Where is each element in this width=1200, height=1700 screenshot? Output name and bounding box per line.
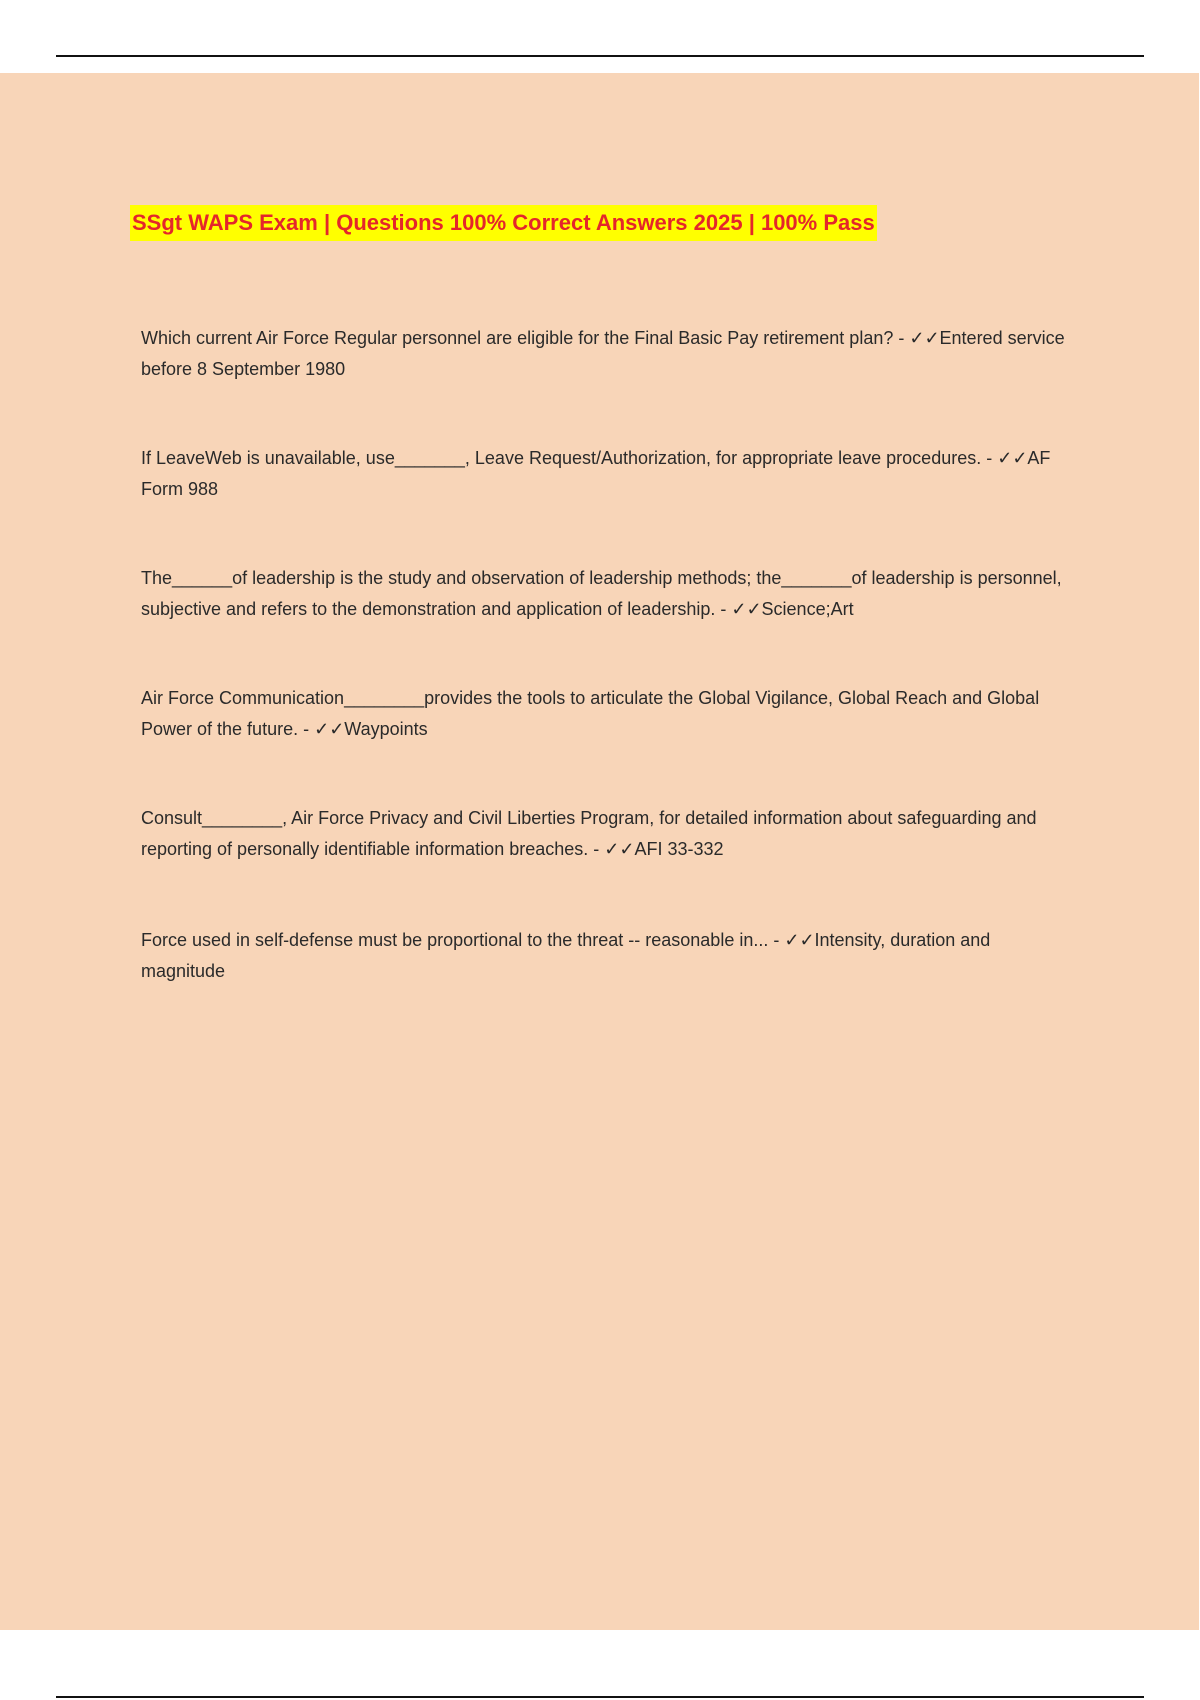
top-rule bbox=[56, 55, 1144, 57]
qa-item bbox=[141, 925, 1071, 987]
question-text: Air Force Communication________provides the tools to articulate the Global Vigilance, Global Reach and Global Power of the future. - bbox=[141, 688, 1040, 739]
qa-item bbox=[141, 563, 1071, 625]
question-text: Which current Air Force Regular personnel are eligible for the Final Basic Pay retirement plan? - bbox=[141, 328, 905, 348]
question-text: If LeaveWeb is unavailable, use_______, Leave Request/Authorization, for appropriate leave procedures. - bbox=[141, 448, 993, 468]
qa-item bbox=[141, 803, 1071, 865]
page-title: SSgt WAPS Exam | Questions 100% Correct Answers 2025 | 100% Pass bbox=[130, 205, 877, 241]
question-text: Consult________, Air Force Privacy and Civil Liberties Program, for detailed information about safeguarding and reporting of personally identifiable information breaches. - bbox=[141, 808, 1037, 859]
qa-item bbox=[141, 323, 1071, 385]
qa-item bbox=[141, 443, 1071, 505]
question-text: Force used in self-defense must be proportional to the threat -- reasonable in... - bbox=[141, 930, 780, 950]
answer-text: ✓✓AF Form 988 bbox=[141, 448, 1051, 499]
answer-text: ✓✓Intensity, duration and magnitude bbox=[141, 930, 991, 981]
question-text: The______of leadership is the study and observation of leadership methods; the_______of leadership is personnel, subjective and refers to the demonstration and application of leadership. - bbox=[141, 568, 1062, 619]
answer-text: ✓✓AFI 33-332 bbox=[604, 839, 724, 859]
answer-text: ✓✓Waypoints bbox=[314, 719, 428, 739]
qa-item bbox=[141, 683, 1071, 745]
bottom-rule bbox=[56, 1696, 1144, 1698]
answer-text: ✓✓Science;Art bbox=[731, 599, 854, 619]
answer-text: ✓✓Entered service before 8 September 1980 bbox=[141, 328, 1065, 379]
